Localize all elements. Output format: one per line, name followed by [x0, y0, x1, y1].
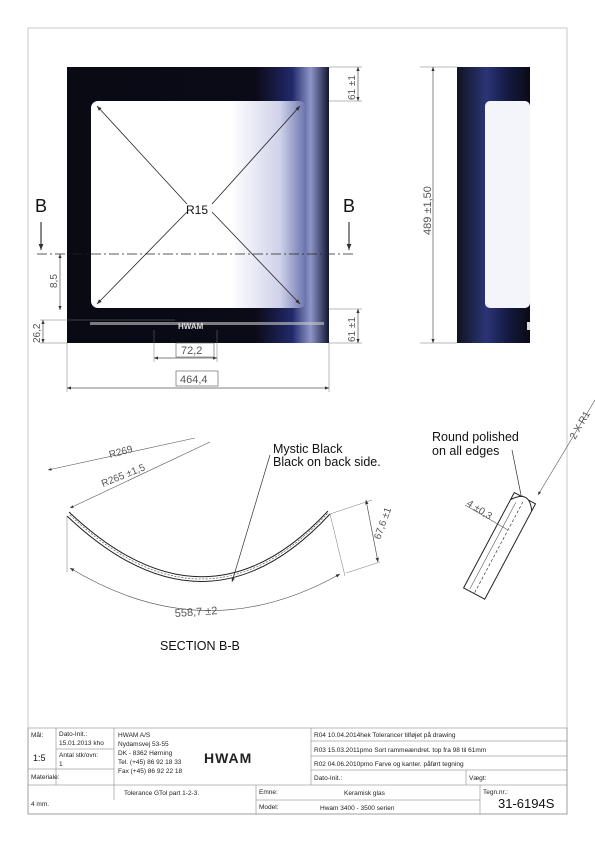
dim-logo-offset: 26,2: [32, 323, 43, 343]
model-value: Hwam 3400 - 3500 serien: [320, 805, 395, 812]
edge-note-line1: Round polished: [432, 430, 519, 444]
finish-note-line2: Black on back side.: [273, 455, 381, 469]
subject-value: Keramisk glas: [344, 790, 385, 797]
material-label: Materiale:: [31, 774, 60, 781]
dim-depth: 67,6 ±1: [372, 505, 395, 542]
dim-logo-width: 72,2: [181, 345, 203, 357]
date-value: 15.01.2013 kho: [59, 740, 104, 747]
drawing-no-label: Tegn.nr.:: [483, 789, 508, 796]
material-value: 4 mm.: [31, 801, 50, 808]
company-tel: Tel. (+45) 86 92 18 33: [118, 759, 182, 766]
drawing-number: 31-6194S: [498, 796, 555, 811]
company-fax: Fax (+45) 86 92 22 18: [118, 768, 183, 775]
model-label: Model:: [259, 804, 279, 811]
scale-value: 1:5: [33, 753, 46, 763]
revision-r04: R04 10.04.2014hek Tolerancer tilføjet på drawing: [314, 732, 456, 739]
date-label: Dato-Init.:: [59, 731, 88, 738]
edge-note-line2: on all edges: [432, 444, 500, 458]
dim-outer-radius: R269: [107, 444, 134, 461]
radius-label: R15: [186, 203, 209, 217]
dim-inner-radius: R265 ±1,5: [100, 462, 147, 490]
tolerance: Tolerance GTol part 1-2-3.: [124, 790, 200, 797]
front-view: [32, 67, 362, 392]
revision-r02: R02 04.06.2010pmo Farve og kanter. påført tegning: [314, 761, 464, 768]
dim-centerline-offset: 8,5: [49, 274, 60, 288]
dim-bottom-border: 61 ±1: [347, 317, 358, 342]
finish-note-line1: Mystic Black: [273, 442, 343, 456]
weight-label: Vægt:: [469, 775, 487, 782]
dim-chord: 558,7 ±2: [174, 605, 218, 620]
company-name: HWAM A/S: [118, 732, 151, 739]
side-window: [485, 101, 530, 308]
title-block: [28, 728, 567, 814]
subject-label: Emne:: [259, 789, 278, 796]
scale-label: Mål:: [31, 732, 44, 739]
qty-label: Antal stk/ovn:: [59, 752, 99, 759]
dim-width: 464,4: [180, 374, 208, 386]
company-city: DK - 8362 Hørning: [118, 750, 173, 757]
section-mark-left: B: [35, 196, 48, 216]
company-street: Nydamsvej 53-55: [118, 741, 169, 748]
glass-logo: HWAM: [178, 322, 204, 331]
dim-height: 489 ±1,50: [422, 186, 434, 235]
dim-thickness: 4 ±0,3: [464, 498, 494, 523]
section-mark-right: B: [343, 196, 356, 216]
side-view: [420, 67, 530, 343]
revision-r03: R03 15.03.2011pmo Sort rammeændret. top fra 98 til 61mm: [314, 747, 487, 754]
qty-value: 1: [59, 761, 63, 768]
edge-detail: [432, 400, 595, 599]
dim-top-border: 61 ±1: [347, 75, 358, 100]
dim-edge-radius: 2 X R1: [568, 409, 593, 442]
company-logo: HWAM: [204, 750, 253, 766]
section-title: SECTION B-B: [160, 639, 240, 653]
section-view: [48, 438, 394, 653]
revision-date-label: Dato-Init.:: [314, 775, 343, 782]
